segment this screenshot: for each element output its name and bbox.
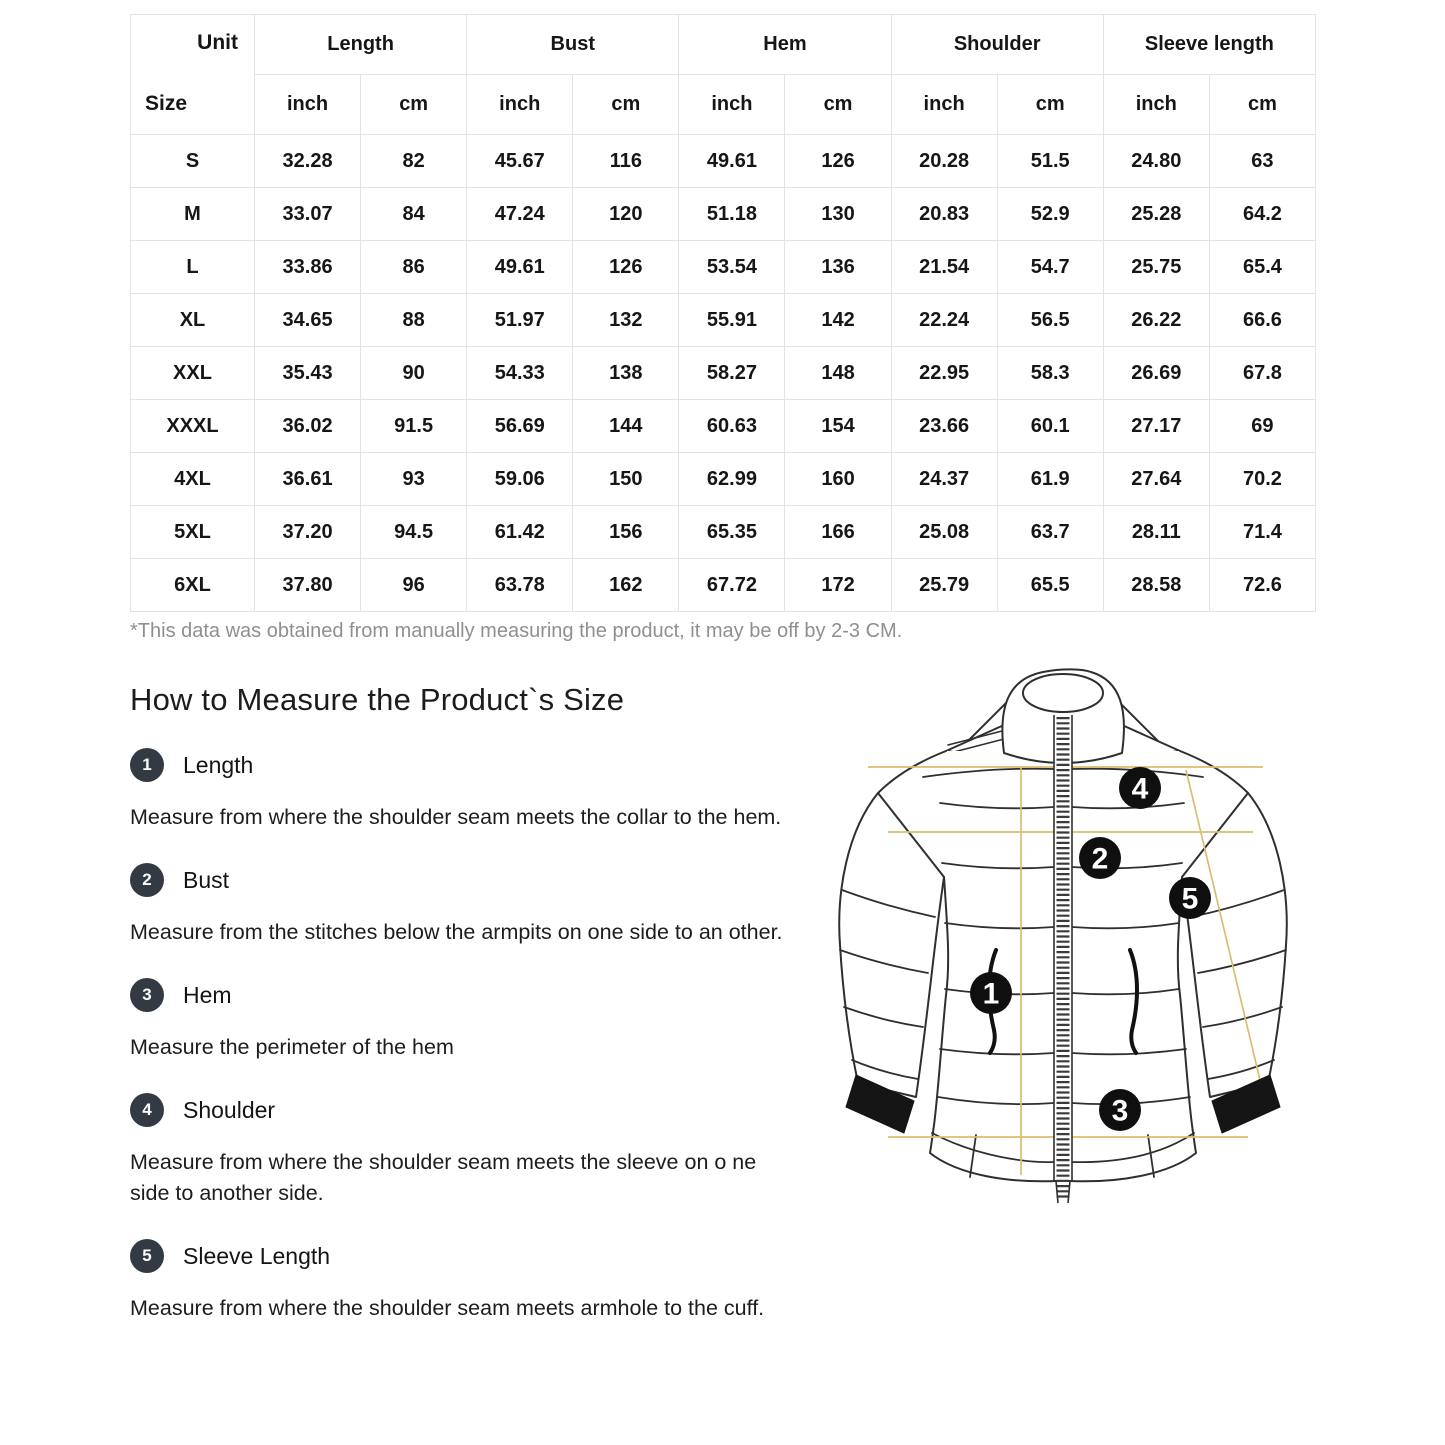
measurement-cell: 156 bbox=[573, 506, 679, 559]
measurement-cell: 49.61 bbox=[679, 135, 785, 188]
unit-header: inch bbox=[1103, 75, 1209, 135]
row-size-label: 4XL bbox=[131, 453, 255, 506]
measurement-cell: 47.24 bbox=[467, 188, 573, 241]
table-row bbox=[131, 294, 1316, 347]
measurement-cell: 45.67 bbox=[467, 135, 573, 188]
measurement-cell: 58.3 bbox=[997, 347, 1103, 400]
step-title: Length bbox=[183, 751, 254, 778]
measurement-cell: 23.66 bbox=[891, 400, 997, 453]
measurement-cell: 51.97 bbox=[467, 294, 573, 347]
marker-label-2: 2 bbox=[1091, 842, 1109, 876]
measurement-cell: 65.4 bbox=[1209, 241, 1315, 294]
measure-step-sleeve-length bbox=[130, 1239, 785, 1324]
how-to-measure-section bbox=[130, 682, 785, 1354]
step-description: Measure from where the shoulder seam meets the collar to the hem. bbox=[130, 805, 782, 829]
measure-step-shoulder bbox=[130, 1093, 785, 1209]
measurement-cell: 65.5 bbox=[997, 559, 1103, 612]
row-size-label: M bbox=[131, 188, 255, 241]
marker-label-1: 1 bbox=[982, 977, 1000, 1011]
marker-label-4: 4 bbox=[1131, 772, 1149, 806]
table-row bbox=[131, 241, 1316, 294]
measurement-cell: 120 bbox=[573, 188, 679, 241]
measurement-cell: 36.61 bbox=[255, 453, 361, 506]
step-head bbox=[130, 748, 785, 782]
step-title: Sleeve Length bbox=[183, 1242, 331, 1269]
measurement-cell: 70.2 bbox=[1209, 453, 1315, 506]
measurement-cell: 37.80 bbox=[255, 559, 361, 612]
measurement-cell: 160 bbox=[785, 453, 891, 506]
row-size-label: XXL bbox=[131, 347, 255, 400]
column-group-hem: Hem bbox=[679, 15, 891, 75]
measurement-cell: 116 bbox=[573, 135, 679, 188]
unit-header: cm bbox=[1209, 75, 1315, 135]
unit-header: inch bbox=[467, 75, 573, 135]
measurement-cell: 26.69 bbox=[1103, 347, 1209, 400]
table-row bbox=[131, 400, 1316, 453]
measurement-disclaimer: *This data was obtained from manually measuring the product, it may be off by 2-3 CM. bbox=[130, 620, 903, 642]
measurement-cell: 58.27 bbox=[679, 347, 785, 400]
table-row bbox=[131, 453, 1316, 506]
measurement-cell: 35.43 bbox=[255, 347, 361, 400]
measurement-cell: 82 bbox=[361, 135, 467, 188]
measurement-cell: 54.7 bbox=[997, 241, 1103, 294]
size-table bbox=[130, 14, 1316, 612]
unit-header: cm bbox=[785, 75, 891, 135]
measurement-cell: 34.65 bbox=[255, 294, 361, 347]
measurement-cell: 27.64 bbox=[1103, 453, 1209, 506]
measurement-cell: 88 bbox=[361, 294, 467, 347]
measurement-cell: 51.5 bbox=[997, 135, 1103, 188]
measurement-cell: 59.06 bbox=[467, 453, 573, 506]
measurement-cell: 56.69 bbox=[467, 400, 573, 453]
table-row bbox=[131, 135, 1316, 188]
measurement-cell: 21.54 bbox=[891, 241, 997, 294]
column-group-shoulder: Shoulder bbox=[891, 15, 1103, 75]
table-group-header-row bbox=[131, 15, 1316, 75]
measurement-cell: 66.6 bbox=[1209, 294, 1315, 347]
step-head bbox=[130, 1239, 785, 1273]
measurement-cell: 67.8 bbox=[1209, 347, 1315, 400]
measure-step-hem bbox=[130, 978, 785, 1063]
step-head bbox=[130, 1093, 785, 1127]
step-description: Measure the perimeter of the hem bbox=[130, 1035, 454, 1059]
row-size-label: L bbox=[131, 241, 255, 294]
measurement-cell: 32.28 bbox=[255, 135, 361, 188]
measurement-cell: 126 bbox=[785, 135, 891, 188]
unit-header: inch bbox=[255, 75, 361, 135]
table-row bbox=[131, 188, 1316, 241]
measurement-cell: 90 bbox=[361, 347, 467, 400]
measurement-cell: 20.28 bbox=[891, 135, 997, 188]
measurement-cell: 60.1 bbox=[997, 400, 1103, 453]
measurement-cell: 27.17 bbox=[1103, 400, 1209, 453]
measurement-cell: 91.5 bbox=[361, 400, 467, 453]
step-number-badge: 4 bbox=[130, 1093, 164, 1127]
unit-header: cm bbox=[361, 75, 467, 135]
measurement-cell: 61.9 bbox=[997, 453, 1103, 506]
measurement-cell: 148 bbox=[785, 347, 891, 400]
measurement-cell: 33.07 bbox=[255, 188, 361, 241]
measurement-cell: 72.6 bbox=[1209, 559, 1315, 612]
measurement-cell: 37.20 bbox=[255, 506, 361, 559]
measurement-cell: 28.11 bbox=[1103, 506, 1209, 559]
step-title: Bust bbox=[183, 866, 230, 893]
measurement-cell: 136 bbox=[785, 241, 891, 294]
measurement-cell: 126 bbox=[573, 241, 679, 294]
measurement-cell: 93 bbox=[361, 453, 467, 506]
measurement-cell: 20.83 bbox=[891, 188, 997, 241]
unit-header: inch bbox=[891, 75, 997, 135]
step-title: Hem bbox=[183, 981, 232, 1008]
measurement-cell: 54.33 bbox=[467, 347, 573, 400]
measurement-cell: 150 bbox=[573, 453, 679, 506]
size-table-body bbox=[131, 135, 1316, 612]
measurement-cell: 25.08 bbox=[891, 506, 997, 559]
step-description: Measure from where the shoulder seam meets the sleeve on o ne side to another side. bbox=[130, 1150, 757, 1205]
measurement-cell: 24.80 bbox=[1103, 135, 1209, 188]
column-group-sleeve-length: Sleeve length bbox=[1103, 15, 1315, 75]
size-chart-section bbox=[130, 14, 1316, 612]
measure-step-length bbox=[130, 748, 785, 833]
measurement-cell: 60.63 bbox=[679, 400, 785, 453]
row-size-label: XXXL bbox=[131, 400, 255, 453]
measurement-cell: 64.2 bbox=[1209, 188, 1315, 241]
measurement-cell: 65.35 bbox=[679, 506, 785, 559]
measurement-cell: 63.7 bbox=[997, 506, 1103, 559]
jacket-illustration bbox=[828, 655, 1343, 1215]
measurement-cell: 36.02 bbox=[255, 400, 361, 453]
step-description: Measure from where the shoulder seam meets armhole to the cuff. bbox=[130, 1296, 765, 1320]
table-row bbox=[131, 559, 1316, 612]
measurement-cell: 22.24 bbox=[891, 294, 997, 347]
step-description: Measure from the stitches below the armpits on one side to an other. bbox=[130, 920, 783, 944]
measurement-cell: 33.86 bbox=[255, 241, 361, 294]
measurement-cell: 62.99 bbox=[679, 453, 785, 506]
unit-header: inch bbox=[679, 75, 785, 135]
measurement-cell: 144 bbox=[573, 400, 679, 453]
measurement-cell: 86 bbox=[361, 241, 467, 294]
measurement-cell: 138 bbox=[573, 347, 679, 400]
measurement-cell: 71.4 bbox=[1209, 506, 1315, 559]
measurement-cell: 94.5 bbox=[361, 506, 467, 559]
corner-size-label: Size bbox=[145, 92, 188, 115]
marker-label-3: 3 bbox=[1111, 1094, 1129, 1128]
measurement-cell: 69 bbox=[1209, 400, 1315, 453]
measurement-cell: 130 bbox=[785, 188, 891, 241]
measurement-cell: 24.37 bbox=[891, 453, 997, 506]
step-number-badge: 5 bbox=[130, 1239, 164, 1273]
measurement-cell: 162 bbox=[573, 559, 679, 612]
measure-step-bust bbox=[130, 863, 785, 948]
table-unit-header-row bbox=[131, 75, 1316, 135]
zipper bbox=[1054, 715, 1072, 1203]
step-title: Shoulder bbox=[183, 1096, 276, 1123]
measurement-cell: 132 bbox=[573, 294, 679, 347]
row-size-label: 5XL bbox=[131, 506, 255, 559]
measurement-cell: 25.75 bbox=[1103, 241, 1209, 294]
column-group-bust: Bust bbox=[467, 15, 679, 75]
measurement-cell: 51.18 bbox=[679, 188, 785, 241]
unit-header: cm bbox=[573, 75, 679, 135]
measurement-cell: 154 bbox=[785, 400, 891, 453]
measurement-cell: 63.78 bbox=[467, 559, 573, 612]
table-row bbox=[131, 347, 1316, 400]
measurement-cell: 142 bbox=[785, 294, 891, 347]
measurement-cell: 55.91 bbox=[679, 294, 785, 347]
measurement-cell: 84 bbox=[361, 188, 467, 241]
measurement-cell: 172 bbox=[785, 559, 891, 612]
column-group-length: Length bbox=[255, 15, 467, 75]
measurement-cell: 96 bbox=[361, 559, 467, 612]
measurement-cell: 25.28 bbox=[1103, 188, 1209, 241]
measurement-cell: 53.54 bbox=[679, 241, 785, 294]
row-size-label: XL bbox=[131, 294, 255, 347]
corner-unit-label: Unit bbox=[197, 31, 238, 54]
measurement-cell: 63 bbox=[1209, 135, 1315, 188]
measurement-cell: 56.5 bbox=[997, 294, 1103, 347]
corner-cell bbox=[131, 15, 255, 135]
row-size-label: S bbox=[131, 135, 255, 188]
measurement-cell: 67.72 bbox=[679, 559, 785, 612]
measurement-cell: 61.42 bbox=[467, 506, 573, 559]
step-number-badge: 3 bbox=[130, 978, 164, 1012]
row-size-label: 6XL bbox=[131, 559, 255, 612]
measurement-cell: 22.95 bbox=[891, 347, 997, 400]
section-heading: How to Measure the Product`s Size bbox=[130, 682, 625, 717]
measurement-cell: 28.58 bbox=[1103, 559, 1209, 612]
table-row bbox=[131, 506, 1316, 559]
measurement-cell: 49.61 bbox=[467, 241, 573, 294]
marker-label-5: 5 bbox=[1181, 882, 1199, 916]
measurement-cell: 52.9 bbox=[997, 188, 1103, 241]
measurement-cell: 166 bbox=[785, 506, 891, 559]
unit-header: cm bbox=[997, 75, 1103, 135]
measurement-cell: 25.79 bbox=[891, 559, 997, 612]
measurement-cell: 26.22 bbox=[1103, 294, 1209, 347]
step-number-badge: 1 bbox=[130, 748, 164, 782]
step-head bbox=[130, 863, 785, 897]
step-number-badge: 2 bbox=[130, 863, 164, 897]
step-head bbox=[130, 978, 785, 1012]
